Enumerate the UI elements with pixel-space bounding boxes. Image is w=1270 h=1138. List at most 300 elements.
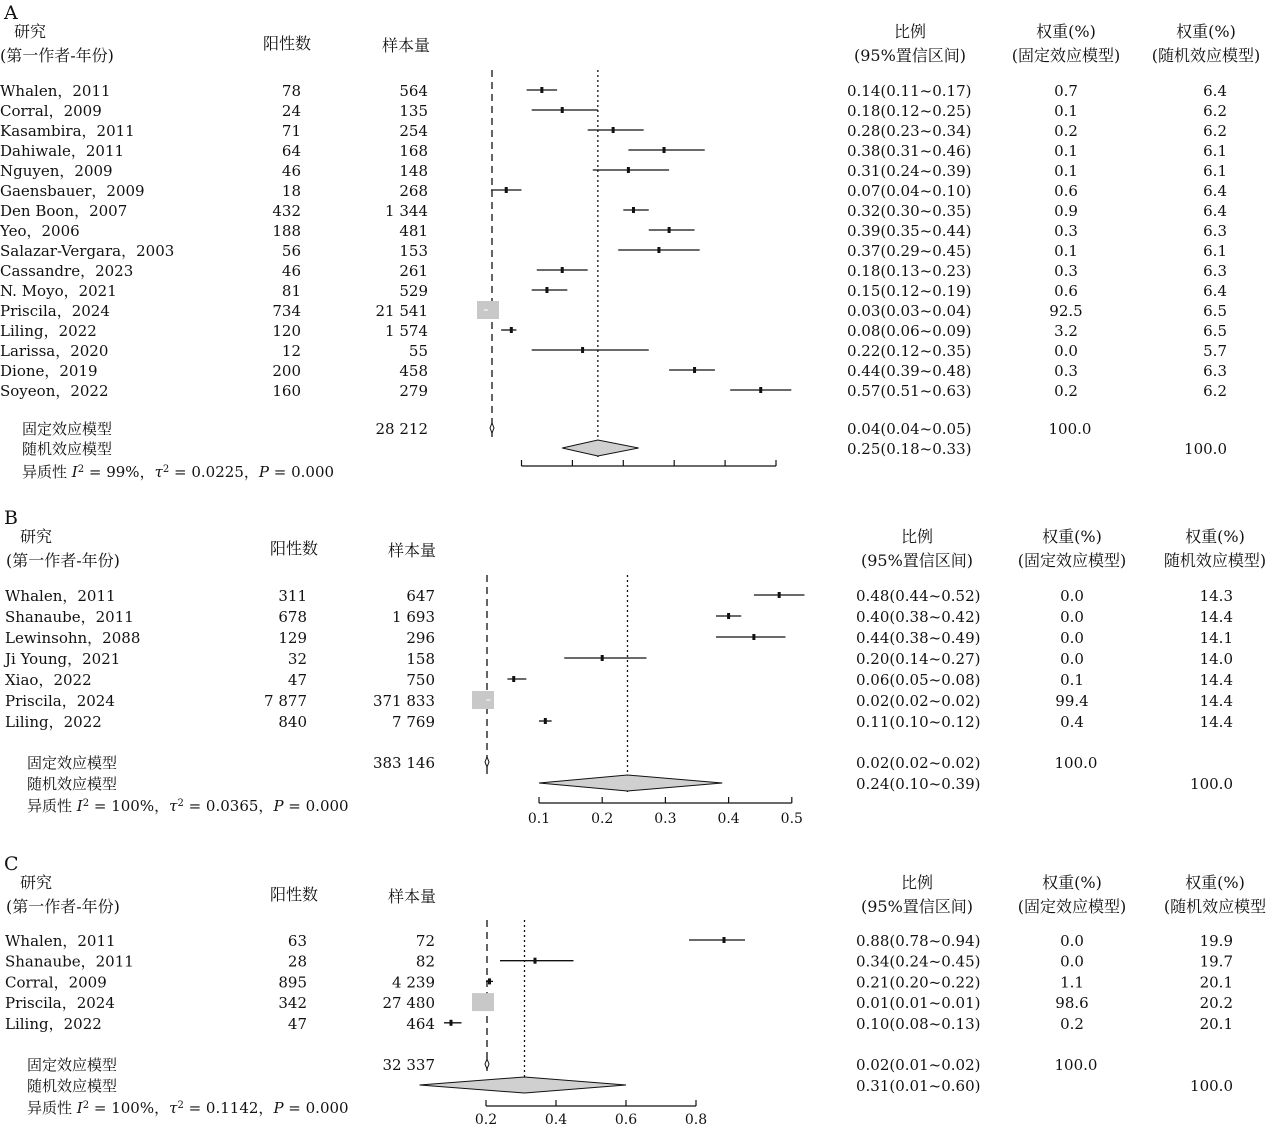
study-name: Den Boon，2007 (0, 202, 128, 220)
study-row (0, 162, 1227, 180)
study-row (0, 202, 1227, 220)
study-sample-size: 371 833 (372, 692, 435, 710)
study-weight-fixed: 3.2 (1054, 322, 1078, 340)
study-positives: 311 (278, 587, 307, 605)
study-positives: 56 (281, 242, 301, 260)
study-point-estimate (545, 287, 548, 293)
x-axis-tick-label: 0.5 (780, 811, 803, 827)
sep: ， (258, 1099, 274, 1117)
study-ci-text: 0.39(0.35~0.44) (847, 222, 972, 240)
panel-letter: C (4, 853, 19, 875)
study-name: Corral，2009 (5, 973, 107, 992)
header-weight-random-sub: (随机效应模型 (1163, 897, 1267, 916)
study-weight-fixed: 98.6 (1055, 994, 1089, 1013)
header-positives: 阳性数 (269, 885, 319, 904)
header-weight-random: 权重(%) (1185, 873, 1245, 892)
i2-value: 100% (111, 797, 155, 815)
study-weight-random: 6.3 (1203, 222, 1227, 240)
study-point-estimate (561, 107, 564, 113)
study-weight-fixed: 0.3 (1054, 362, 1078, 380)
study-positives: 120 (272, 322, 301, 340)
study-row (5, 671, 1233, 689)
study-weight-random: 6.2 (1203, 102, 1227, 120)
study-weight-random: 6.1 (1203, 162, 1227, 180)
equals: = (283, 797, 306, 815)
header-ratio: 比例 (900, 527, 934, 546)
study-weight-fixed: 0.0 (1060, 650, 1084, 668)
study-weight-square (477, 301, 499, 319)
p-symbol: P (273, 1099, 284, 1117)
fixed-model-label: 固定效应模型 (27, 754, 118, 772)
study-sample-size: 647 (406, 587, 435, 605)
study-point-estimate (668, 227, 671, 233)
study-sample-size: 55 (408, 342, 428, 360)
study-ci-text: 0.44(0.38~0.49) (856, 629, 981, 647)
study-ci-text: 0.31(0.24~0.39) (847, 162, 972, 180)
sep: ， (243, 463, 259, 481)
study-row (0, 382, 1227, 400)
study-point-estimate (544, 718, 547, 724)
study-sample-size: 27 480 (382, 994, 435, 1013)
study-positives: 840 (278, 713, 307, 731)
study-ci-text: 0.44(0.39~0.48) (847, 362, 972, 380)
study-row (0, 222, 1227, 240)
study-sample-size: 279 (399, 382, 428, 400)
study-ci-text: 0.34(0.24~0.45) (856, 952, 981, 971)
study-name: Shanaube，2011 (5, 952, 134, 971)
study-weight-fixed: 0.0 (1060, 608, 1084, 626)
study-positives: 78 (281, 82, 301, 100)
study-ci-text: 0.10(0.08~0.13) (856, 1014, 981, 1033)
study-sample-size: 481 (399, 222, 428, 240)
random-model-ci-text: 0.31(0.01~0.60) (856, 1077, 981, 1095)
study-name: Whalen，2011 (5, 932, 116, 950)
study-positives: 47 (287, 671, 307, 689)
study-row (5, 713, 1233, 731)
equals: = (89, 1099, 112, 1117)
study-weight-fixed: 0.4 (1060, 713, 1084, 731)
study-weight-random: 6.1 (1203, 242, 1227, 260)
heterogeneity-label: 异质性 (27, 797, 73, 815)
tau2-symbol: τ (154, 463, 163, 481)
x-axis-tick-label: 0.3 (654, 811, 677, 827)
study-point-estimate (752, 634, 755, 640)
study-row (0, 242, 1227, 260)
study-name: Soyeon，2022 (0, 382, 109, 400)
fixed-model-weight: 100.0 (1054, 754, 1098, 772)
study-sample-size: 1 693 (392, 608, 435, 626)
tau2-value: 0.0225 (191, 463, 244, 481)
study-name: Priscila，2024 (5, 692, 115, 710)
study-sample-size: 135 (399, 102, 428, 120)
study-positives: 12 (281, 342, 301, 360)
study-weight-random: 14.0 (1199, 650, 1233, 668)
heterogeneity-stats (27, 797, 349, 815)
study-sample-size: 296 (406, 629, 435, 647)
study-point-estimate (657, 247, 660, 253)
study-name: Priscila，2024 (5, 994, 115, 1013)
study-weight-random: 6.2 (1203, 122, 1227, 140)
study-weight-fixed: 0.0 (1060, 587, 1084, 605)
header-sample-size: 样本量 (381, 36, 431, 55)
sep: ， (258, 797, 274, 815)
study-point-estimate (759, 387, 762, 393)
study-ci-text: 0.21(0.20~0.22) (856, 973, 981, 992)
study-weight-random: 19.9 (1199, 932, 1233, 950)
p-symbol: P (258, 463, 269, 481)
header-weight-random: 权重(%) (1176, 22, 1236, 41)
study-ci-text: 0.48(0.44~0.52) (856, 587, 981, 605)
study-weight-random: 6.2 (1203, 382, 1227, 400)
header-weight-fixed-sub: (固定效应模型) (1011, 46, 1121, 65)
study-name: Gaensbauer，2009 (0, 182, 145, 200)
study-ci-text: 0.88(0.78~0.94) (856, 932, 981, 950)
study-weight-random: 19.7 (1199, 952, 1233, 971)
study-name: Dione，2019 (0, 362, 98, 380)
study-ci-text: 0.15(0.12~0.19) (847, 282, 972, 300)
study-ci-text: 0.02(0.02~0.02) (856, 692, 981, 710)
study-sample-size: 750 (406, 671, 435, 689)
random-model-weight: 100.0 (1190, 1077, 1233, 1095)
study-name: Ji Young，2021 (5, 650, 121, 668)
study-row (5, 932, 1233, 950)
fixed-model-total-n: 383 146 (372, 754, 435, 772)
study-weight-fixed: 1.1 (1060, 973, 1084, 992)
header-ratio-sub: (95%置信区间) (860, 897, 974, 916)
study-row (5, 587, 1233, 605)
fixed-model-ci-text: 0.04(0.04~0.05) (847, 420, 972, 438)
header-weight-random-sub: 随机效应模型) (1163, 551, 1267, 570)
study-ci-text: 0.22(0.12~0.35) (847, 342, 972, 360)
study-positives: 46 (281, 162, 301, 180)
study-positives: 81 (281, 282, 301, 300)
p-value: 0.000 (305, 1099, 349, 1117)
i2-superscript: 2 (77, 463, 85, 475)
study-weight-fixed: 0.7 (1054, 82, 1078, 100)
study-ci-text: 0.06(0.05~0.08) (856, 671, 981, 689)
study-weight-random: 14.4 (1199, 608, 1233, 626)
forest-panel-b (3, 507, 1266, 827)
study-sample-size: 458 (399, 362, 428, 380)
study-name: Dahiwale，2011 (0, 142, 125, 160)
fixed-model-diamond (485, 757, 489, 767)
header-weight-fixed: 权重(%) (1042, 873, 1102, 892)
i2-value: 99% (106, 463, 140, 481)
study-row (5, 691, 1233, 710)
study-sample-size: 464 (406, 1014, 435, 1033)
panel-letter: A (4, 2, 18, 24)
study-sample-size: 21 541 (375, 302, 428, 320)
study-point-estimate (601, 655, 604, 661)
study-weight-fixed: 0.1 (1054, 242, 1078, 260)
random-model-diamond (562, 440, 638, 456)
i2-symbol: I (76, 797, 83, 815)
study-positives: 18 (281, 182, 301, 200)
study-sample-size: 261 (399, 262, 428, 280)
study-weight-random: 6.1 (1203, 142, 1227, 160)
random-model-label: 随机效应模型 (22, 440, 113, 458)
x-axis-tick-label: 0.6 (614, 1112, 638, 1128)
study-sample-size: 153 (399, 242, 428, 260)
study-name: Cassandre，2023 (0, 262, 134, 280)
fixed-model-weight: 100.0 (1054, 1056, 1098, 1074)
study-point-estimate (627, 167, 630, 173)
header-ratio-sub: (95%置信区间) (860, 551, 974, 570)
study-name: Liling，2022 (0, 322, 97, 340)
study-weight-fixed: 0.1 (1054, 102, 1078, 120)
study-positives: 160 (272, 382, 301, 400)
study-row (5, 953, 1233, 971)
study-weight-random: 14.4 (1199, 692, 1233, 710)
study-name: Priscila，2024 (0, 302, 110, 320)
study-name: N. Moyo，2021 (0, 282, 117, 300)
study-point-estimate (581, 347, 584, 353)
study-ci-text: 0.40(0.38~0.42) (856, 608, 981, 626)
study-name: Whalen，2011 (0, 82, 111, 100)
study-weight-fixed: 0.2 (1060, 1014, 1084, 1033)
study-ci-text: 0.32(0.30~0.35) (847, 202, 972, 220)
study-positives: 129 (278, 629, 307, 647)
study-ci-text: 0.11(0.10~0.12) (856, 713, 981, 731)
header-weight-random: 权重(%) (1185, 527, 1245, 546)
study-name: Corral，2009 (0, 102, 102, 120)
study-weight-random: 6.5 (1203, 302, 1227, 320)
fixed-model-label: 固定效应模型 (27, 1056, 118, 1074)
study-row (0, 262, 1227, 280)
study-row (5, 973, 1233, 991)
study-row (0, 182, 1227, 200)
p-value: 0.000 (291, 463, 335, 481)
equals: = (183, 797, 206, 815)
study-point-estimate (540, 87, 543, 93)
x-axis-tick-label: 0.2 (474, 1112, 498, 1128)
study-row (3, 650, 1233, 668)
study-name: Whalen，2011 (5, 587, 116, 605)
i2-symbol: I (71, 463, 78, 481)
study-point-estimate (612, 127, 615, 133)
tau2-superscript: 2 (162, 463, 170, 475)
tau2-symbol: τ (169, 797, 178, 815)
study-weight-fixed: 92.5 (1049, 302, 1083, 320)
study-ci-text: 0.07(0.04~0.10) (847, 182, 972, 200)
i2-symbol: I (76, 1099, 83, 1117)
study-weight-fixed: 0.1 (1060, 671, 1084, 689)
header-ratio: 比例 (900, 873, 934, 892)
study-name: Liling，2022 (5, 1014, 102, 1033)
study-ci-text: 0.01(0.01~0.01) (856, 994, 981, 1013)
heterogeneity-stats (22, 463, 334, 481)
header-study-sub: (第一作者-年份) (6, 897, 120, 916)
random-model-label: 随机效应模型 (27, 775, 118, 793)
study-weight-fixed: 0.0 (1054, 342, 1078, 360)
study-positives: 32 (287, 650, 307, 668)
study-weight-random: 6.4 (1203, 202, 1227, 220)
study-positives: 71 (281, 122, 301, 140)
i2-value: 100% (111, 1099, 155, 1117)
study-positives: 432 (272, 202, 301, 220)
study-ci-text: 0.38(0.31~0.46) (847, 142, 972, 160)
study-weight-random: 5.7 (1203, 342, 1227, 360)
study-weight-fixed: 0.2 (1054, 382, 1078, 400)
study-weight-random: 6.3 (1203, 362, 1227, 380)
study-row (5, 1015, 1233, 1033)
header-sample-size: 样本量 (387, 887, 437, 906)
study-weight-fixed: 0.3 (1054, 222, 1078, 240)
sep: ， (139, 463, 155, 481)
study-row (0, 362, 1227, 380)
header-weight-fixed-sub: (固定效应模型) (1017, 897, 1127, 916)
heterogeneity-stats (27, 1099, 349, 1117)
study-weight-random: 6.4 (1203, 182, 1227, 200)
study-ci-text: 0.37(0.29~0.45) (847, 242, 972, 260)
study-positives: 678 (278, 608, 307, 626)
study-positives: 895 (278, 973, 307, 992)
study-positives: 47 (287, 1014, 307, 1033)
study-name: Larissa，2020 (0, 342, 109, 360)
study-name: Shanaube，2011 (5, 608, 134, 626)
tau2-value: 0.1142 (205, 1099, 259, 1117)
study-name: Lewinsohn，2088 (5, 629, 141, 647)
random-model-diamond (420, 1077, 627, 1093)
study-point-estimate (534, 958, 537, 964)
x-axis-tick-label: 0.4 (544, 1112, 568, 1128)
x-axis-tick-label: 0.2 (591, 811, 614, 827)
study-sample-size: 1 344 (385, 202, 428, 220)
study-point-estimate (505, 187, 508, 193)
study-weight-fixed: 0.3 (1054, 262, 1078, 280)
study-row (0, 82, 1227, 100)
study-positives: 46 (281, 262, 301, 280)
study-ci-text: 0.20(0.14~0.27) (856, 650, 981, 668)
x-axis-tick-label: 0.4 (717, 811, 740, 827)
forest-panel-c (4, 853, 1266, 1128)
study-point-estimate (663, 147, 666, 153)
forest-panel-a (0, 2, 1260, 481)
x-axis-tick-label: 0.8 (684, 1112, 708, 1128)
study-point-estimate (450, 1020, 453, 1026)
equals: = (84, 463, 107, 481)
study-ci-text: 0.14(0.11~0.17) (847, 82, 972, 100)
random-model-diamond (539, 775, 722, 791)
study-row (0, 102, 1227, 120)
random-model-ci-text: 0.25(0.18~0.33) (847, 440, 972, 458)
study-weight-fixed: 0.0 (1060, 629, 1084, 647)
study-positives: 64 (281, 142, 301, 160)
fixed-model-ci-text: 0.02(0.01~0.02) (856, 1056, 981, 1074)
header-study-sub: (第一作者-年份) (0, 46, 114, 65)
header-study-sub: (第一作者-年份) (6, 551, 120, 570)
study-sample-size: 158 (406, 650, 435, 668)
study-weight-fixed: 0.1 (1054, 162, 1078, 180)
random-model-ci-text: 0.24(0.10~0.39) (856, 775, 981, 793)
study-ci-text: 0.18(0.12~0.25) (847, 102, 972, 120)
study-row (5, 608, 1233, 626)
header-weight-fixed: 权重(%) (1036, 22, 1096, 41)
heterogeneity-label: 异质性 (27, 1099, 73, 1117)
header-ratio-sub: (95%置信区间) (853, 46, 967, 65)
study-point-estimate (727, 613, 730, 619)
fixed-model-diamond (490, 423, 494, 433)
study-positives: 342 (278, 994, 307, 1013)
study-point-estimate (632, 207, 635, 213)
header-weight-fixed-sub: (固定效应模型) (1017, 551, 1127, 570)
study-ci-text: 0.08(0.06~0.09) (847, 322, 972, 340)
sep: ， (154, 1099, 170, 1117)
study-name: Xiao，2022 (5, 671, 92, 689)
header-positives: 阳性数 (262, 34, 312, 53)
tau2-superscript: 2 (177, 1099, 184, 1111)
study-positives: 28 (287, 952, 307, 971)
equals: = (268, 463, 292, 481)
panel-letter: B (4, 507, 18, 529)
study-sample-size: 268 (399, 182, 428, 200)
header-positives: 阳性数 (269, 539, 319, 558)
study-weight-fixed: 0.9 (1054, 202, 1078, 220)
study-weight-random: 14.1 (1199, 629, 1233, 647)
study-name: Nguyen，2009 (0, 162, 113, 180)
study-weight-random: 20.2 (1199, 994, 1233, 1013)
study-name: Salazar-Vergara，2003 (0, 242, 175, 260)
heterogeneity-label: 异质性 (22, 463, 68, 481)
study-positives: 188 (272, 222, 301, 240)
equals: = (183, 1099, 206, 1117)
study-sample-size: 529 (399, 282, 428, 300)
sep: ， (154, 797, 170, 815)
p-symbol: P (273, 797, 284, 815)
study-weight-random: 14.3 (1199, 587, 1233, 605)
equals: = (169, 463, 192, 481)
study-weight-random: 6.5 (1203, 322, 1227, 340)
study-row (0, 122, 1227, 140)
header-weight-fixed: 权重(%) (1042, 527, 1102, 546)
study-positives: 63 (287, 932, 307, 950)
study-sample-size: 168 (399, 142, 428, 160)
study-weight-random: 20.1 (1199, 973, 1233, 992)
x-axis-tick-label: 0.1 (527, 811, 551, 827)
random-model-label: 随机效应模型 (27, 1077, 118, 1095)
study-row (0, 142, 1227, 160)
study-ci-text: 0.18(0.13~0.23) (847, 262, 972, 280)
study-sample-size: 564 (399, 82, 428, 100)
fixed-model-ci-text: 0.02(0.02~0.02) (856, 754, 981, 772)
study-name: Kasambira，2011 (0, 122, 135, 140)
study-ci-text: 0.28(0.23~0.34) (847, 122, 972, 140)
study-positives: 7 877 (264, 692, 307, 710)
study-row (0, 322, 1227, 340)
study-weight-fixed: 0.0 (1060, 952, 1084, 971)
header-study: 研究 (19, 873, 53, 892)
study-weight-fixed: 0.6 (1054, 182, 1078, 200)
study-sample-size: 72 (415, 932, 435, 950)
study-weight-random: 6.4 (1203, 282, 1227, 300)
study-weight-fixed: 0.0 (1060, 932, 1084, 950)
study-positives: 734 (272, 302, 301, 320)
fixed-model-weight: 100.0 (1048, 420, 1092, 438)
study-point-estimate (512, 676, 515, 682)
study-weight-random: 20.1 (1199, 1014, 1233, 1033)
header-study: 研究 (13, 22, 47, 41)
fixed-model-label: 固定效应模型 (22, 420, 113, 438)
study-positives: 200 (272, 362, 301, 380)
study-row (0, 282, 1227, 300)
study-weight-random: 6.4 (1203, 82, 1227, 100)
header-weight-random-sub: (随机效应模型) (1151, 46, 1261, 65)
fixed-model-total-n: 28 212 (375, 420, 428, 438)
study-positives: 24 (281, 102, 301, 120)
study-weight-random: 14.4 (1199, 671, 1233, 689)
study-sample-size: 82 (415, 952, 435, 971)
study-sample-size: 1 574 (385, 322, 428, 340)
